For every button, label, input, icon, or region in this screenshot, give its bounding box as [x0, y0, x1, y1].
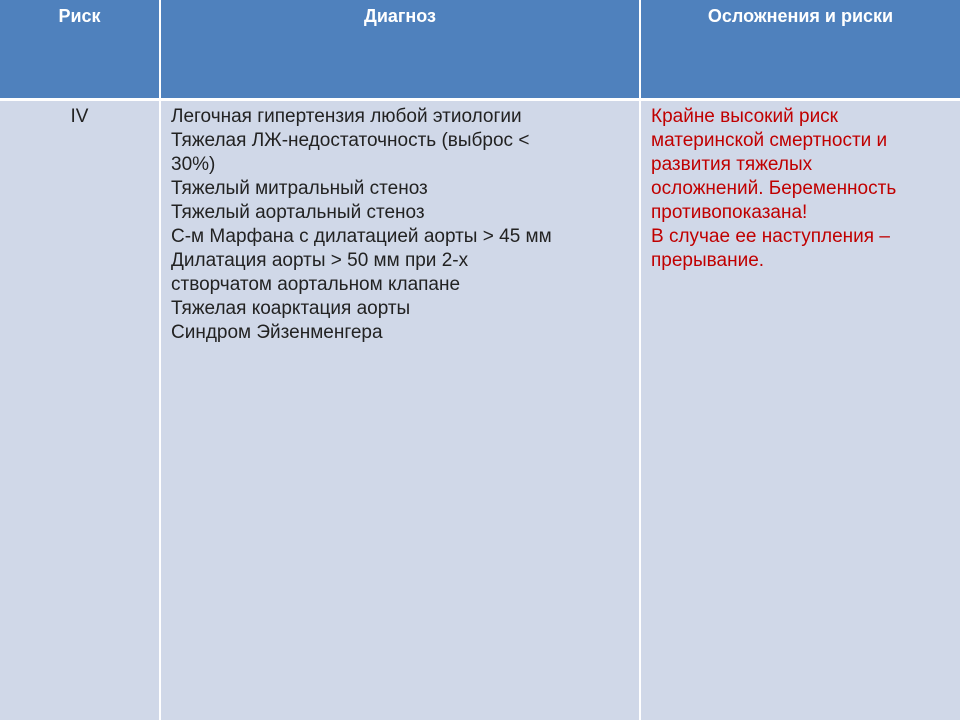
table-header-row [0, 0, 960, 99]
diagnosis-line: Тяжелый аортальный стеноз [171, 201, 425, 223]
complications-line: материнской смертности и [651, 129, 888, 151]
diagnosis-line: створчатом аортальном клапане [171, 273, 461, 295]
header-complications: Осложнения и риски [640, 0, 960, 99]
diagnosis-line: 30%) [171, 153, 216, 175]
table-row [0, 99, 960, 720]
complications-cell [640, 99, 960, 720]
complications-line: противопоказана! [651, 201, 808, 223]
complications-line: В случае ее наступления – [651, 225, 890, 247]
diagnosis-line: Тяжелая коарктация аорты [171, 297, 411, 319]
complications-line: прерывание. [651, 249, 765, 271]
diagnosis-cell [160, 99, 640, 720]
diagnosis-line: Дилатация аорты > 50 мм при 2-х [171, 249, 469, 271]
diagnosis-line: Легочная гипертензия любой этиологии [171, 105, 522, 127]
diagnosis-line: Тяжелый митральный стеноз [171, 177, 428, 199]
complications-line: развития тяжелых [651, 153, 813, 175]
diagnosis-line: С-м Марфана с дилатацией аорты > 45 мм [171, 225, 552, 247]
complications-line: Крайне высокий риск [651, 105, 838, 127]
complications-line: осложнений. Беременность [651, 177, 897, 199]
header-diagnosis: Диагноз [160, 0, 640, 99]
header-risk: Риск [0, 0, 160, 99]
risk-level-cell: IV [0, 99, 160, 720]
diagnosis-line: Тяжелая ЛЖ-недостаточность (выброс < [171, 129, 530, 151]
diagnosis-line: Синдром Эйзенменгера [171, 321, 383, 343]
